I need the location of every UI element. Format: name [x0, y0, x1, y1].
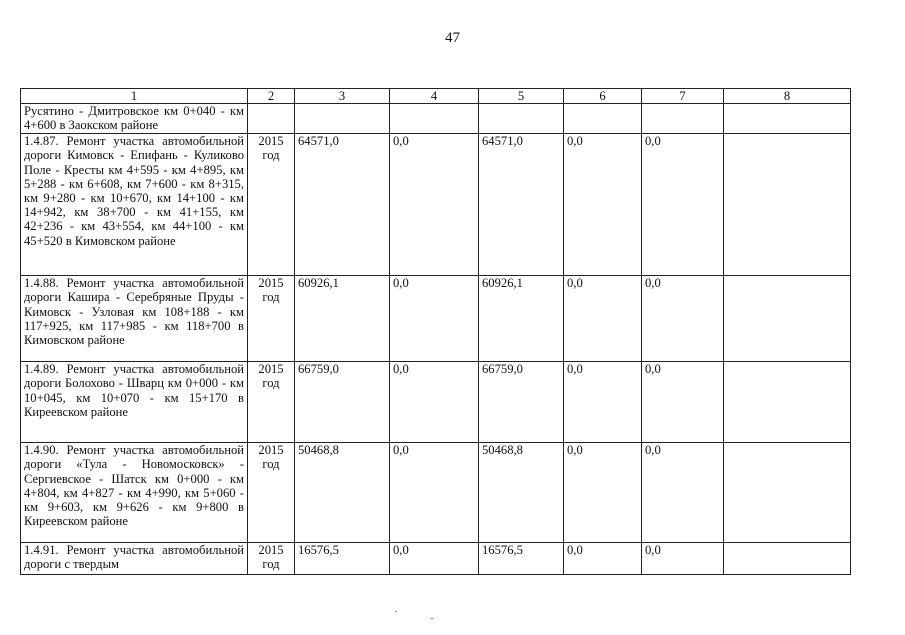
row-col8-value: [724, 104, 851, 134]
row-year: [248, 134, 295, 276]
row-col8-value: [724, 362, 851, 443]
row-col6-value: 0,0: [564, 543, 642, 575]
table-row: [21, 276, 851, 362]
row-col5-value: 16576,5: [479, 543, 564, 575]
row-col3-value: 60926,1: [295, 276, 390, 362]
column-header: 7: [642, 89, 724, 104]
column-header: 1: [21, 89, 248, 104]
row-year-unit: год: [262, 148, 280, 163]
row-description: 1.4.87. Ремонт участка автомобильной дороги Кимовск - Епифань - Куликово Поле - Кресты км 4+595 - км 4+895, км 5+288 - км 6+608, км 7+600 - км 8+315, км 9+280 - км 10+670, км 14+100 - км 14+942, км 38+700 - км 41+155, км 42+236 - км 43+554, км 44+100 - км 45+520 в Кимовском районе: [21, 134, 248, 276]
row-col5-value: 66759,0: [479, 362, 564, 443]
row-col8-value: [724, 543, 851, 575]
budget-table: [20, 88, 851, 575]
table-row: [21, 104, 851, 134]
table-row: [21, 134, 851, 276]
row-col4-value: 0,0: [390, 543, 479, 575]
table-row: [21, 443, 851, 543]
row-year: [248, 362, 295, 443]
row-description: 1.4.89. Ремонт участка автомобильной дороги Болохово - Шварц км 0+000 - км 10+045, км 10+070 - км 15+170 в Киреевском районе: [21, 362, 248, 443]
row-col8-value: [724, 443, 851, 543]
row-col5-value: 60926,1: [479, 276, 564, 362]
row-col5-value: [479, 104, 564, 134]
page-number: 47: [445, 30, 460, 46]
row-col6-value: 0,0: [564, 134, 642, 276]
row-col6-value: 0,0: [564, 362, 642, 443]
row-col6-value: [564, 104, 642, 134]
row-year-unit: год: [262, 376, 280, 391]
row-year-unit: год: [262, 557, 280, 572]
row-col3-value: 50468,8: [295, 443, 390, 543]
row-description: 1.4.91. Ремонт участка автомобильной дороги с твердым: [21, 543, 248, 575]
row-year-unit: год: [262, 290, 280, 305]
row-year-value: 2015: [258, 443, 284, 458]
row-year-value: 2015: [258, 362, 284, 377]
row-col6-value: 0,0: [564, 276, 642, 362]
table-row: [21, 543, 851, 575]
row-year: [248, 443, 295, 543]
row-col5-value: 64571,0: [479, 134, 564, 276]
row-description: 1.4.88. Ремонт участка автомобильной дороги Кашира - Серебряные Пруды - Кимовск - Узловая км 108+188 - км 117+925, км 117+985 - км 118+700 в Кимовском районе: [21, 276, 248, 362]
row-year: [248, 543, 295, 575]
column-header: 6: [564, 89, 642, 104]
column-header: 8: [724, 89, 851, 104]
row-year-value: 2015: [258, 134, 284, 149]
row-col3-value: 66759,0: [295, 362, 390, 443]
row-col8-value: [724, 276, 851, 362]
row-year: [248, 104, 295, 134]
row-col4-value: 0,0: [390, 443, 479, 543]
row-col4-value: 0,0: [390, 276, 479, 362]
row-col4-value: 0,0: [390, 362, 479, 443]
column-header: 3: [295, 89, 390, 104]
row-col7-value: 0,0: [642, 362, 724, 443]
row-year: [248, 276, 295, 362]
row-col4-value: [390, 104, 479, 134]
row-col4-value: 0,0: [390, 134, 479, 276]
row-col3-value: 64571,0: [295, 134, 390, 276]
column-header: 4: [390, 89, 479, 104]
row-col7-value: [642, 104, 724, 134]
table-header-row: [21, 89, 851, 104]
row-year-unit: год: [262, 457, 280, 472]
column-header: 5: [479, 89, 564, 104]
row-col6-value: 0,0: [564, 443, 642, 543]
row-col7-value: 0,0: [642, 443, 724, 543]
row-year-value: 2015: [258, 276, 284, 291]
row-col3-value: [295, 104, 390, 134]
row-description: Русятино - Дмитровское км 0+040 - км 4+600 в Заокском районе: [21, 104, 248, 134]
row-col7-value: 0,0: [642, 276, 724, 362]
row-col3-value: 16576,5: [295, 543, 390, 575]
row-description: 1.4.90. Ремонт участка автомобильной дороги «Тула - Новомосковск» - Сергиевское - Шатск км 0+000 - км 4+804, км 4+827 - км 4+990, км 5+060 - км 9+603, км 9+626 - км 9+800 в Киреевском районе: [21, 443, 248, 543]
column-header: 2: [248, 89, 295, 104]
table-row: [21, 362, 851, 443]
scan-speck: [395, 611, 397, 612]
scan-speck: [431, 618, 433, 619]
row-col7-value: 0,0: [642, 543, 724, 575]
row-col7-value: 0,0: [642, 134, 724, 276]
row-col5-value: 50468,8: [479, 443, 564, 543]
row-col8-value: [724, 134, 851, 276]
row-year-value: 2015: [258, 543, 284, 558]
